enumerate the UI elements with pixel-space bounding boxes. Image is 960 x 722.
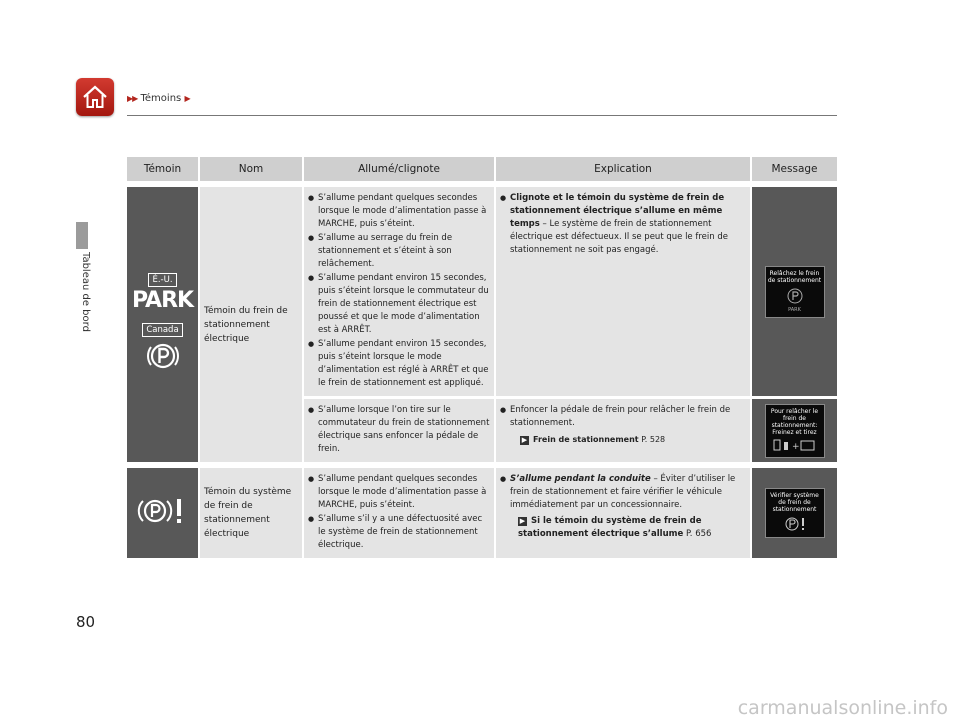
message-park-label: PARK — [788, 306, 801, 313]
parking-brake-system-warning-icon — [135, 494, 191, 528]
header-rule — [127, 115, 837, 116]
region-label-us: É.-U. — [148, 273, 176, 287]
explanation-item: ● Enfoncer la pédale de frein pour relâcher le frein de stationnement. — [500, 404, 746, 430]
explanation-item — [500, 192, 746, 257]
message-screen — [765, 266, 825, 318]
breadcrumb-arrow: ▶ — [184, 94, 190, 103]
parking-brake-p-icon — [146, 339, 180, 373]
page-reference[interactable] — [518, 515, 746, 541]
park-indicator-icon: PARK — [131, 288, 194, 313]
condition-item: ● S’allume s’il y a une défectuosité avec le système de frein de stationnement électrique. — [308, 513, 490, 552]
message-text: Vérifier système de frein de stationnement — [770, 492, 819, 513]
message-cell — [751, 398, 837, 466]
page-reference[interactable] — [520, 433, 746, 446]
breadcrumb-arrows: ▶▶ — [127, 94, 138, 103]
message-screen — [765, 488, 825, 538]
column-header-temoin: Témoin — [127, 157, 199, 184]
park-circle-icon — [786, 287, 804, 305]
breadcrumb — [127, 93, 190, 104]
indicator-name: Témoin du frein de stationnement électrique — [199, 184, 303, 465]
explanation-text: – Le système de frein de stationnement électrique est défectueux. Il se peut que le frein de stationnement ne soit pas engagé. — [510, 219, 728, 255]
explanation-item — [500, 473, 746, 512]
condition-item: ● S’allume pendant quelques secondes lorsque le mode d’alimentation passe à MARCHE, puis s’éteint. — [308, 473, 490, 512]
indicator-icon-cell — [127, 465, 199, 558]
column-header-explication: Explication — [495, 157, 751, 184]
reference-page[interactable]: P. 656 — [685, 529, 712, 539]
table-row — [127, 184, 837, 398]
explanation-heading: Clignote et le témoin du système de frein de stationnement électrique s’allume en même temps — [510, 193, 725, 229]
indicator-table — [127, 157, 837, 558]
indicator-icon-cell — [127, 184, 199, 465]
condition-cell — [303, 465, 495, 558]
message-text: Relâchez le frein de stationnement — [767, 269, 822, 284]
reference-arrow-icon: ▶ — [521, 436, 528, 444]
reference-page[interactable]: P. 528 — [641, 435, 666, 444]
indicator-name: Témoin du système de frein de stationnement électrique — [199, 465, 303, 558]
column-header-allume: Allumé/clignote — [303, 157, 495, 184]
side-tab-label: Tableau de bord — [80, 252, 91, 332]
explanation-heading: S’allume pendant la conduite — [510, 474, 651, 484]
column-header-message: Message — [751, 157, 837, 184]
brake-pedal-switch-icon — [770, 438, 820, 452]
condition-item: ● S’allume pendant environ 15 secondes, puis s’éteint lorsque le mode d’alimentation est réglé à ARRÊT et que le frein de stationnement est appliqué. — [308, 338, 490, 390]
explanation-cell — [495, 465, 751, 558]
region-label-canada: Canada — [142, 323, 182, 337]
svg-text:+: + — [791, 441, 800, 452]
condition-item: ● S’allume au serrage du frein de stationnement et s’éteint à son relâchement. — [308, 232, 490, 271]
message-screen — [765, 404, 825, 458]
home-button[interactable] — [76, 78, 114, 116]
condition-cell — [303, 184, 495, 398]
explanation-text: – Éviter d’utiliser le frein de stationnement et faire vérifier le véhicule immédiatement par un concessionnaire. — [510, 474, 736, 510]
explanation-cell — [495, 398, 751, 466]
message-text: Pour relâcher le frein de stationnement: Freinez et tirez — [770, 407, 819, 436]
reference-label[interactable]: Si le témoin du système de frein de stationnement électrique s’allume — [518, 516, 702, 539]
column-header-nom: Nom — [199, 157, 303, 184]
home-icon — [80, 82, 110, 112]
reference-arrow-icon: ▶ — [519, 517, 526, 525]
page-number: 80 — [76, 613, 96, 631]
message-cell — [751, 184, 837, 398]
condition-item: ● S’allume lorsque l’on tire sur le commutateur du frein de stationnement électrique sans enfoncer la pédale de frein. — [308, 404, 490, 456]
reference-label[interactable]: Frein de stationnement — [533, 435, 639, 444]
side-tab-marker — [76, 222, 88, 249]
table-row — [127, 465, 837, 558]
watermark: carmanualsonline.info — [737, 697, 948, 719]
table-header-row — [127, 157, 837, 184]
explanation-cell — [495, 184, 751, 398]
breadcrumb-link-temoins[interactable]: Témoins — [140, 93, 182, 104]
condition-item: ● S’allume pendant quelques secondes lorsque le mode d’alimentation passe à MARCHE, puis s’éteint. — [308, 192, 490, 231]
brake-system-warning-icon — [782, 516, 808, 532]
condition-cell — [303, 398, 495, 466]
condition-item: ● S’allume pendant environ 15 secondes, puis s’éteint lorsque le commutateur du frein de stationnement électrique est poussé et que le mode d’alimentation est à ARRÊT. — [308, 272, 490, 337]
message-cell — [751, 465, 837, 558]
